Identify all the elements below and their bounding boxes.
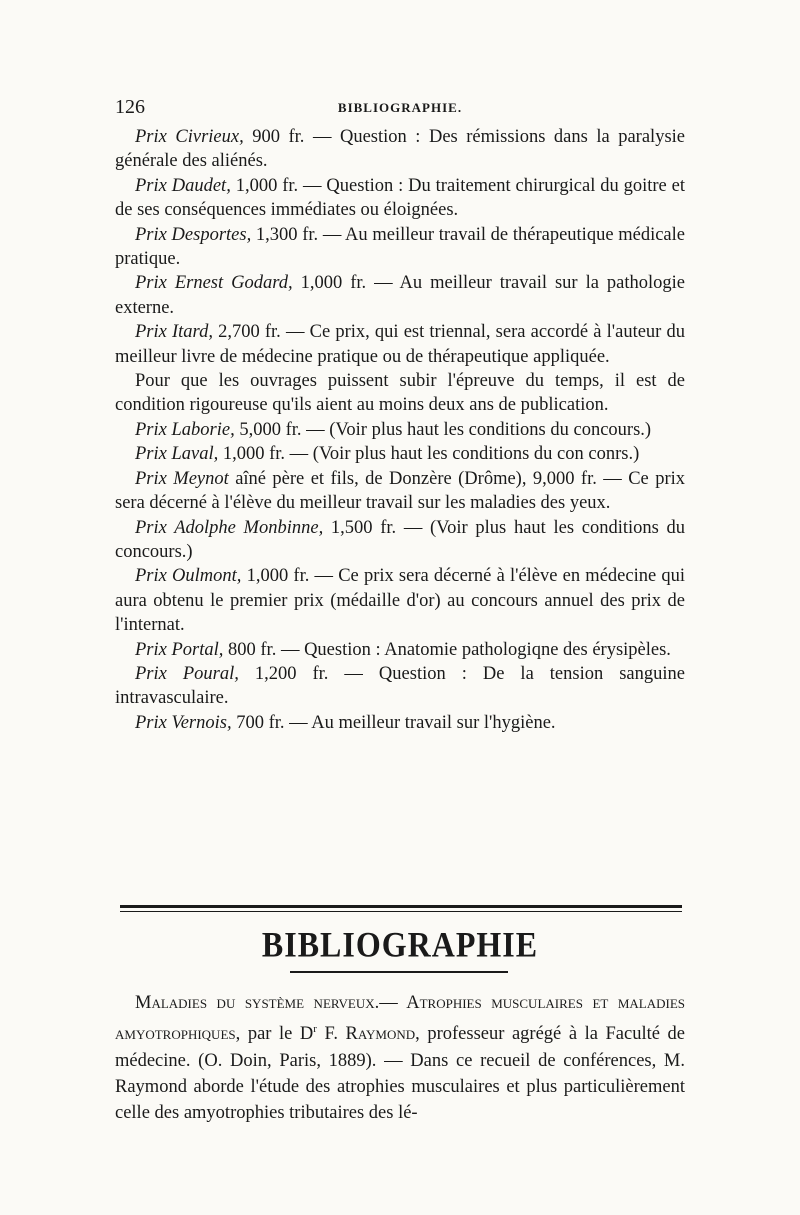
prize-entry (115, 467, 685, 516)
prize-name: Prix Ernest Godard, (135, 273, 293, 294)
prize-entry (115, 223, 685, 272)
section-divider (120, 905, 682, 912)
prize-name: Prix Oulmont, (135, 566, 242, 587)
prize-name: Prix Poural, (135, 663, 239, 684)
page-header (115, 96, 685, 120)
prize-list (115, 125, 685, 735)
title-underline (290, 971, 508, 973)
prize-text: 1,000 fr. — (Voir plus haut les conditions du con conrs.) (218, 444, 640, 465)
review-text: professeur agrégé à la Faculté de médecine. (O. Doin, Paris, 1889). — Dans ce recueil de conférences, M. Raymond aborde l'étude des atrophies musculaires et plus particulièrement celle des amyotrophies tributaires des lé- (115, 1024, 685, 1124)
prize-name: Prix Daudet, (135, 175, 231, 196)
prize-text: 2,700 fr. — Ce prix, qui est triennal, sera accordé à l'auteur du meilleur livre de médecine pratique ou de thérapeutique appliquée. (115, 322, 685, 367)
prize-name: Prix Portal, (135, 639, 224, 660)
prize-text: 800 fr. — Question : Anatomie pathologiqne des érysipèles. (223, 639, 671, 660)
prize-text: 1,300 fr. — Au meilleur travail de thérapeutique médicale pratique. (115, 224, 685, 270)
prize-entry (115, 662, 685, 711)
prize-entry (115, 271, 685, 320)
prize-entry (115, 564, 685, 637)
prize-text: 700 fr. — Au meilleur travail sur l'hygiène. (231, 712, 556, 733)
prize-entry (115, 320, 685, 369)
prize-text: 1,500 fr. — (Voir plus haut les conditions du concours.) (115, 517, 686, 562)
prize-text: 900 fr. — Question : Des rémissions dans la paralysie générale des aliénés. (115, 127, 685, 172)
prize-entry (115, 418, 685, 442)
prize-name: Prix Vernois, (135, 712, 232, 733)
prize-entry (115, 711, 685, 735)
prize-name: Prix Laborie, (135, 419, 235, 440)
dr-superscript: r (313, 1023, 317, 1036)
prize-text: 1,000 fr. — Question : Du traitement chirurgical du goitre et de ses conséquences immédiates ou éloignées. (115, 175, 685, 221)
prize-text: 5,000 fr. — (Voir plus haut les conditions du concours.) (234, 419, 652, 440)
divider-thin-rule (120, 911, 682, 912)
prize-entry (115, 125, 685, 174)
prize-name: Prix Desportes, (135, 224, 252, 245)
page-number: 126 (115, 96, 145, 118)
condition-note (115, 369, 685, 418)
review-by: par le D (240, 1024, 314, 1045)
prize-name: Prix Adolphe Monbinne, (135, 517, 324, 538)
book-title: Maladies du système nerveux.— Atrophies musculaires et maladies amyotrophiques, (115, 993, 685, 1045)
prize-name: Prix Itard, (135, 322, 213, 343)
prize-text: Pour que les ouvrages puissent subir l'épreuve du temps, il est de condition rigoureuse qu'ils aient au moins deux ans de publication. (115, 371, 685, 416)
running-head: BIBLIOGRAPHIE. (337, 100, 463, 115)
prize-text: 1,000 fr. — Ce prix sera décerné à l'élève en médecine qui aura obtenu le premier prix (médaille d'or) au concours annuel des prix de l'internat. (115, 566, 686, 636)
divider-thick-rule (120, 905, 682, 908)
prize-name: Prix Meynot (135, 468, 229, 489)
prize-name: Prix Laval, (135, 444, 219, 465)
section-title: BIBLIOGRAPHIE (261, 923, 539, 965)
author-name: F. Raymond, (316, 1024, 420, 1045)
prize-entry (115, 174, 685, 223)
prize-entry (115, 638, 685, 662)
book-review (115, 990, 685, 1127)
prize-entry (115, 442, 685, 466)
prize-text: 1,200 fr. — Question : De la tension sanguine intravasculaire. (115, 663, 685, 709)
prize-entry (115, 516, 685, 565)
prize-text: 1,000 fr. — Au meilleur travail sur la pathologie externe. (115, 273, 685, 318)
prize-name: Prix Civrieux, (135, 127, 244, 147)
prize-text: aîné père et fils, de Donzère (Drôme), 9,000 fr. — Ce prix sera décerné à l'élève du meilleur travail sur les maladies des yeux. (115, 468, 685, 514)
